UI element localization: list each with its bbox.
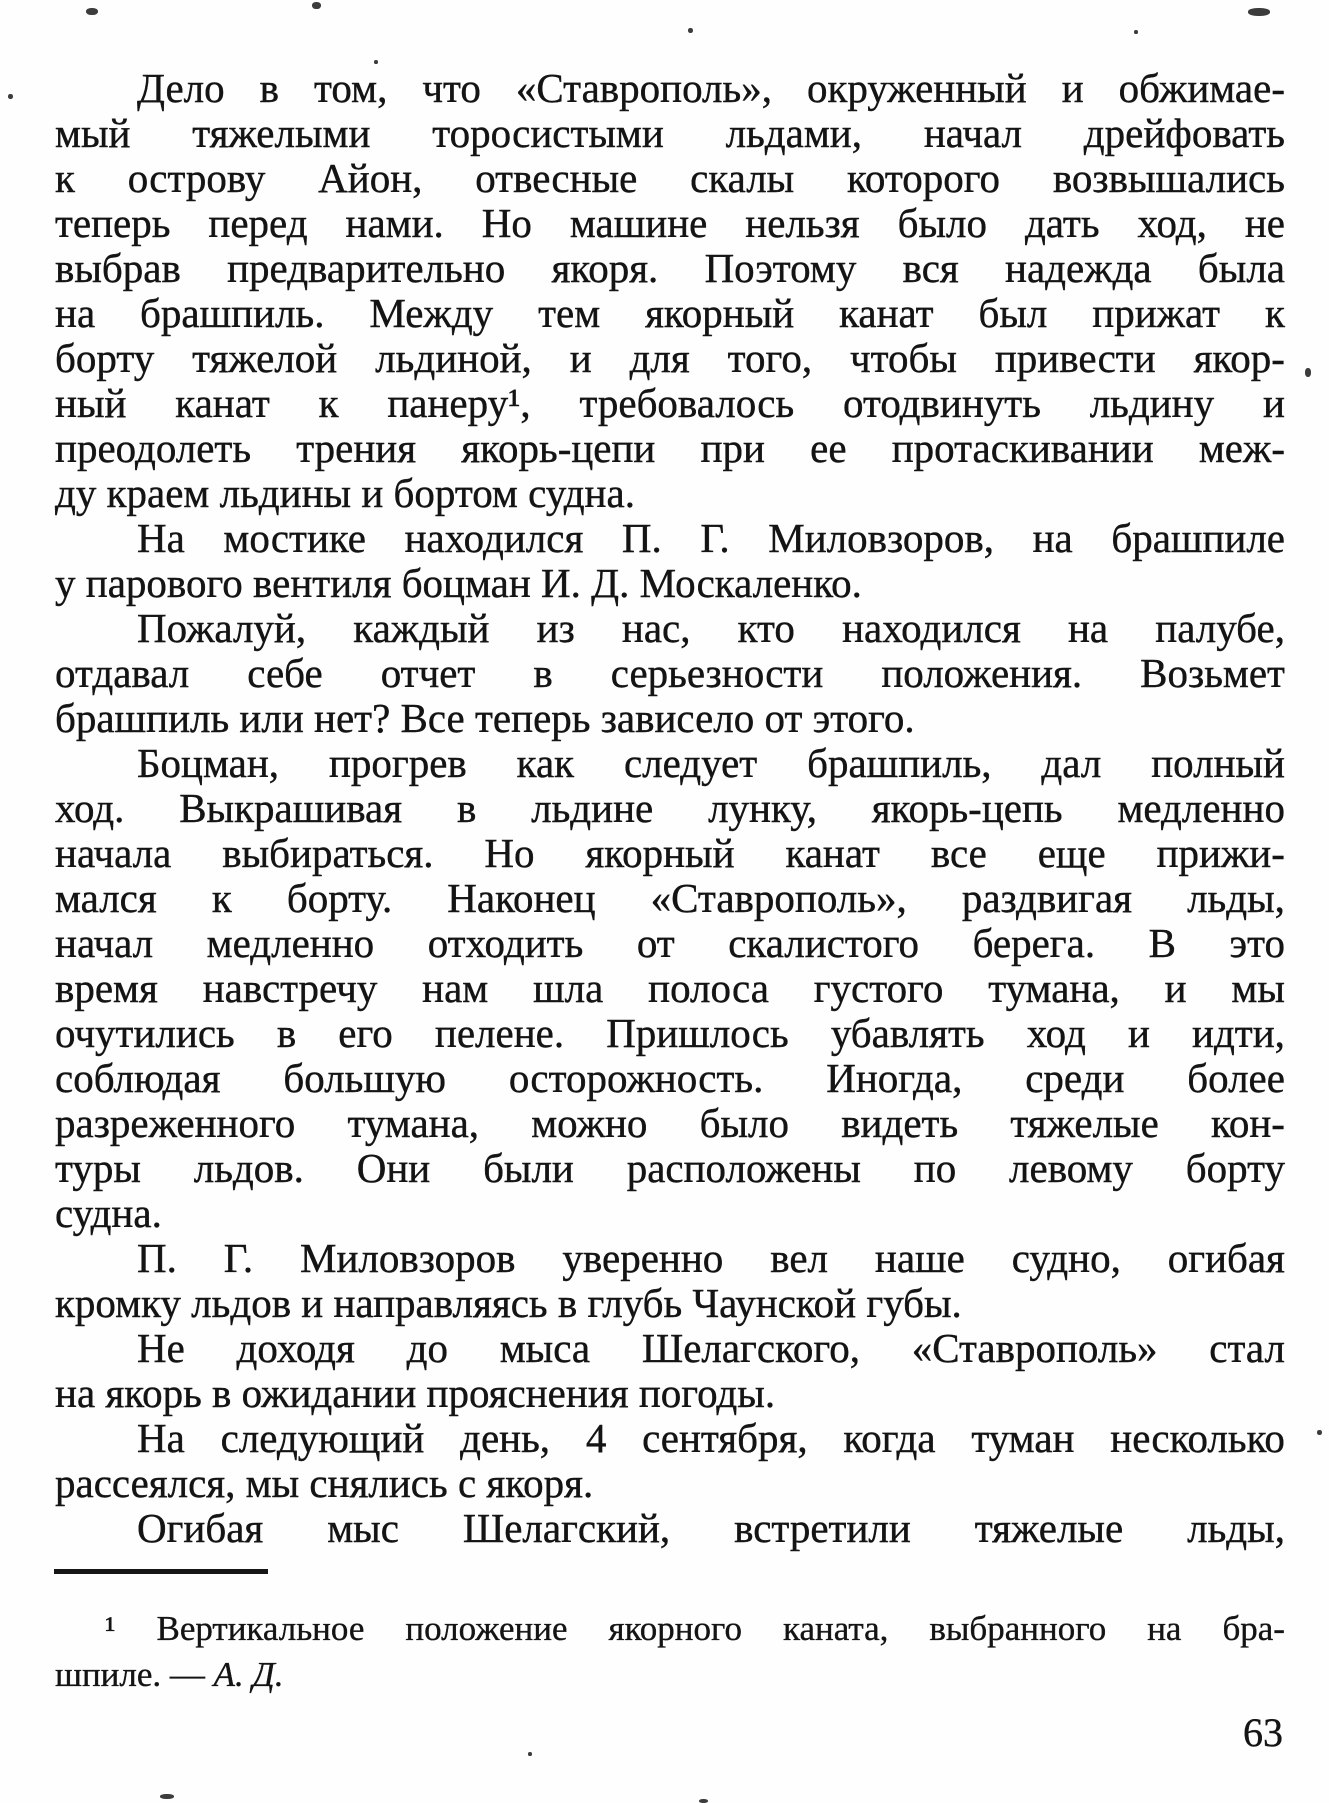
text-line: брашпиль или нет? Все теперь зависело от этого. — [55, 695, 915, 741]
text-line: ду краем льдины и бортом судна. — [55, 470, 635, 516]
text-line: у парового вентиля боцман И. Д. Москаленко. — [55, 560, 862, 606]
scan-speck — [688, 28, 693, 33]
text-line: кромку льдов и направляясь в глубь Чаунской губы. — [55, 1280, 962, 1326]
text-line: Пожалуй, каждый из нас, кто находился на палубе, — [137, 605, 1285, 651]
text-line: туры льдов. Они были расположены по левому борту — [55, 1145, 1285, 1191]
text-line: ный канат к панеру¹, требовалось отодвинуть льдину и — [55, 380, 1285, 426]
text-line: отдавал себе отчет в серьезности положения. Возьмет — [55, 650, 1285, 696]
text-line: на якорь в ожидании прояснения погоды. — [55, 1370, 776, 1416]
text-line: очутились в его пелене. Пришлось убавлять ход и идти, — [55, 1010, 1285, 1056]
text-line: Дело в том, что «Ставрополь», окруженный и обжимае- — [137, 65, 1285, 111]
text-line: мался к борту. Наконец «Ставрополь», раздвигая льды, — [55, 875, 1285, 921]
text-line: на брашпиль. Между тем якорный канат был прижат к — [55, 290, 1285, 336]
text-line: Огибая мыс Шелагский, встретили тяжелые льды, — [137, 1505, 1285, 1551]
text-line: судна. — [55, 1190, 162, 1236]
footnote-line-2 — [55, 1652, 1285, 1698]
text-line: преодолеть трения якорь-цепи при ее протаскивании меж- — [55, 425, 1285, 471]
text-block — [55, 66, 1285, 1551]
footnote-line-2-text: шпиле. — — [55, 1655, 214, 1694]
text-line: выбрав предварительно якоря. Поэтому вся надежда была — [55, 245, 1285, 291]
text-line: На мостике находился П. Г. Миловзоров, на брашпиле — [137, 515, 1285, 561]
text-line: соблюдая большую осторожность. Иногда, среди более — [55, 1055, 1285, 1101]
scan-speck — [160, 1794, 174, 1799]
footnote-rule — [54, 1569, 268, 1574]
text-line: теперь перед нами. Но машине нельзя было дать ход, не — [55, 200, 1285, 246]
text-line: Не доходя до мыса Шелагского, «Ставрополь» стал — [137, 1325, 1285, 1371]
scan-speck — [312, 2, 321, 9]
scan-speck — [1248, 8, 1270, 16]
text-line: начал медленно отходить от скалистого берега. В это — [55, 920, 1285, 966]
page-number: 63 — [1243, 1710, 1283, 1755]
text-line: борту тяжелой льдиной, и для того, чтобы привести якор- — [55, 335, 1285, 381]
scan-speck — [699, 1799, 708, 1803]
text-line: рассеялся, мы снялись с якоря. — [55, 1460, 594, 1506]
scan-speck — [1134, 30, 1138, 34]
text-line: Боцман, прогрев как следует брашпиль, дал полный — [137, 740, 1285, 786]
text-line: начала выбираться. Но якорный канат все еще прижи- — [55, 830, 1285, 876]
scan-speck — [374, 60, 378, 64]
text-line: На следующий день, 4 сентября, когда туман несколько — [137, 1415, 1285, 1461]
text-line: ход. Выкрашивая в льдине лунку, якорь-цепь медленно — [55, 785, 1285, 831]
text-line: мый тяжелыми торосистыми льдами, начал дрейфовать — [55, 110, 1285, 156]
scan-speck — [1317, 1430, 1322, 1435]
footnote — [55, 1606, 1285, 1698]
text-line: к острову Айон, отвесные скалы которого возвышались — [55, 155, 1285, 201]
scan-speck — [528, 1752, 532, 1756]
footnote-author: А. Д. — [213, 1655, 284, 1694]
text-line: П. Г. Миловзоров уверенно вел наше судно, огибая — [137, 1235, 1285, 1281]
scan-speck — [1305, 368, 1311, 377]
scan-speck — [86, 8, 98, 15]
text-line: разреженного тумана, можно было видеть тяжелые кон- — [55, 1100, 1285, 1146]
scan-speck — [8, 94, 13, 99]
text-line: время навстречу нам шла полоса густого тумана, и мы — [55, 965, 1285, 1011]
footnote-line-1: ¹ Вертикальное положение якорного каната, выбранного на бра- — [105, 1609, 1285, 1648]
